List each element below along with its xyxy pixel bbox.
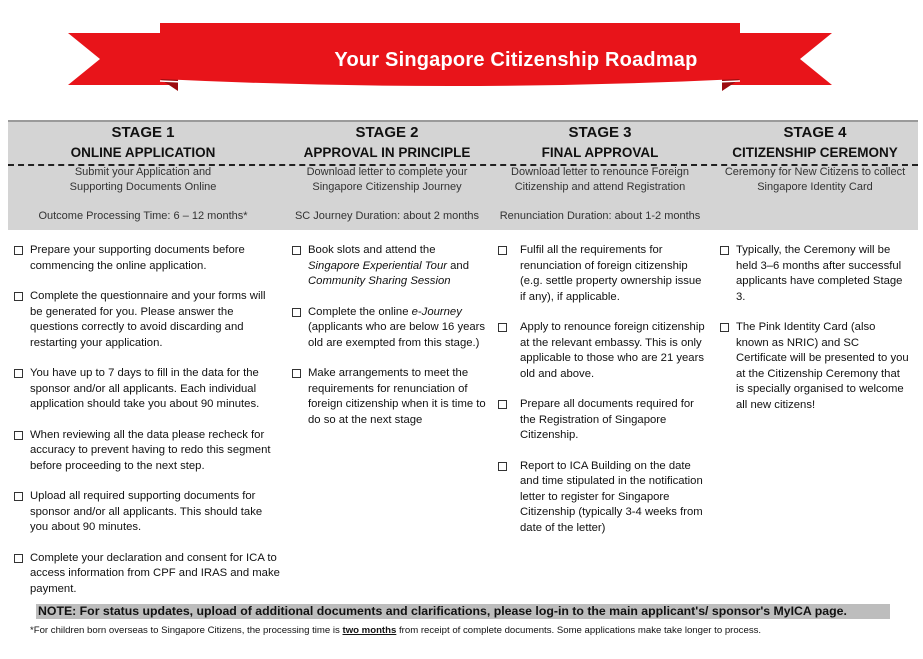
- checkbox-icon[interactable]: [292, 308, 301, 317]
- checkbox-icon[interactable]: [292, 246, 301, 255]
- checklist-item: Complete the questionnaire and your forms will be generated for you. Please answer the questions correctly to avoid discarding and restarting your application.: [10, 289, 280, 351]
- banner-title: Your Singapore Citizenship Roadmap: [334, 49, 698, 71]
- stage-2-header: [284, 122, 490, 228]
- checkbox-icon[interactable]: [14, 554, 23, 563]
- stage-4-header: [712, 122, 918, 228]
- checkbox-icon[interactable]: [498, 246, 507, 255]
- checkbox-icon[interactable]: [14, 492, 23, 501]
- stage-description: Ceremony for New Citizens to collect Singapore Identity Card: [724, 166, 906, 193]
- checkbox-icon[interactable]: [14, 431, 23, 440]
- checklist-item: The Pink Identity Card (also known as NRIC) and SC Certificate will be presented to you at the Citizenship Ceremony that is specially organised to welcome all new citizens!: [716, 320, 910, 413]
- stage-duration: SC Journey Duration: about 2 months: [294, 210, 480, 222]
- checklist-item: Prepare your supporting documents before commencing the online application.: [10, 243, 280, 274]
- stage-1-header: [10, 122, 276, 228]
- footnote: *For children born overseas to Singapore Citizens, the processing time is two months from receipt of complete documents. Some applications make take longer to process.: [30, 625, 762, 636]
- stage-name: ONLINE APPLICATION: [70, 145, 216, 160]
- stage-name: CITIZENSHIP CEREMONY: [732, 145, 898, 160]
- emphasis-duration: two months: [342, 625, 397, 636]
- checkbox-icon[interactable]: [14, 369, 23, 378]
- stage-3-checklist: [494, 243, 708, 551]
- stage-duration: Renunciation Duration: about 1-2 months: [499, 210, 701, 222]
- checklist-item: Fulfil all the requirements for renunciation of foreign citizenship (e.g. settle property ownership issue if any), if applicable.: [494, 243, 708, 305]
- checkbox-icon[interactable]: [498, 400, 507, 409]
- stage-description: Download letter to renounce Foreign Citizenship and attend Registration: [511, 166, 689, 193]
- checklist-item: When reviewing all the data please recheck for accuracy to prevent having to redo this segment before proceeding to the next step.: [10, 428, 280, 475]
- checklist-item: Complete your declaration and consent for ICA to access information from CPF and IRAS and make payment.: [10, 551, 280, 598]
- stage-description: Submit your Application and Supporting Documents Online: [69, 166, 217, 193]
- stage-duration: Outcome Processing Time: 6 – 12 months*: [38, 210, 248, 222]
- stage-3-header: [494, 122, 706, 228]
- stage-description: Download letter to complete your Singapore Citizenship Journey: [306, 166, 468, 193]
- stage-number: STAGE 3: [568, 124, 632, 141]
- checkbox-icon[interactable]: [14, 292, 23, 301]
- checkbox-icon[interactable]: [498, 462, 507, 471]
- checklist-item: Apply to renounce foreign citizenship at the relevant embassy. This is only applicable to those who are 21 years old and above.: [494, 320, 708, 382]
- stage-number: STAGE 4: [783, 124, 847, 141]
- checkbox-icon[interactable]: [292, 369, 301, 378]
- stage-name: APPROVAL IN PRINCIPLE: [303, 145, 471, 160]
- checklist-item: Upload all required supporting documents for sponsor and/or all applicants. This should take you about 90 minutes.: [10, 489, 280, 536]
- checklist-item: You have up to 7 days to fill in the data for the sponsor and/or all applicants. Each individual application should take you about 90 minutes.: [10, 366, 280, 413]
- checkbox-icon[interactable]: [498, 323, 507, 332]
- stage-name: FINAL APPROVAL: [541, 145, 659, 160]
- checklist-item: Book slots and attend the Singapore Experiential Tour and Community Sharing Session: [288, 243, 486, 290]
- checkbox-icon[interactable]: [720, 246, 729, 255]
- checklist-item: Make arrangements to meet the requirements for renunciation of foreign citizenship when it is time to do so at the next stage: [288, 366, 486, 428]
- checkbox-icon[interactable]: [720, 323, 729, 332]
- roadmap-banner: [60, 15, 840, 97]
- checklist-item: Typically, the Ceremony will be held 3–6 months after successful applicants have completed Stage 3.: [716, 243, 910, 305]
- checkbox-icon[interactable]: [14, 246, 23, 255]
- stage-1-checklist: [10, 243, 280, 612]
- checklist-item: Prepare all documents required for the Registration of Singapore Citizenship.: [494, 397, 708, 444]
- checklist-item: Report to ICA Building on the date and time stipulated in the notification letter to register for Singapore Citizenship (typically 3-4 weeks from date of the letter): [494, 459, 708, 537]
- stage-number: STAGE 1: [111, 124, 175, 141]
- stage-4-checklist: [716, 243, 910, 428]
- stage-2-checklist: [288, 243, 486, 443]
- checklist-item: Complete the online e-Journey (applicants who are below 16 years old are exempted from this stage.): [288, 305, 486, 352]
- status-note: NOTE: For status updates, upload of additional documents and clarifications, please log-in to the main applicant's/ sponsor's MyICA page.: [36, 604, 890, 619]
- stage-number: STAGE 2: [355, 124, 419, 141]
